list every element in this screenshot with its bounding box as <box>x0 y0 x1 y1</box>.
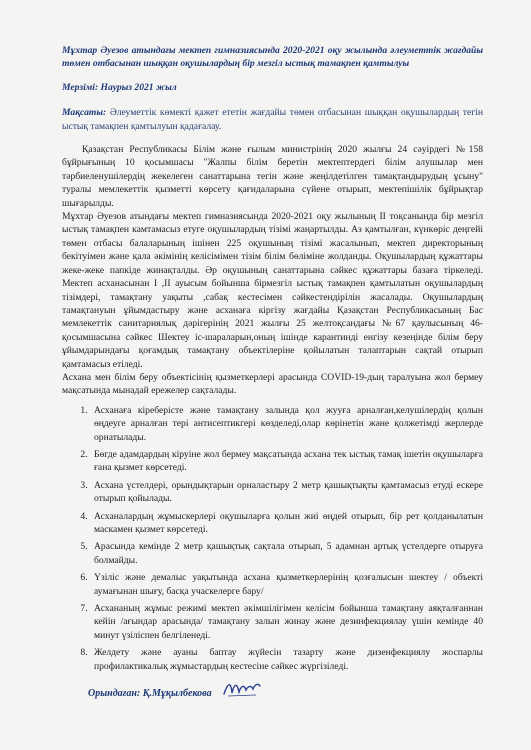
paragraph-covid-rules: Асхана мен білім беру объектісінің қызметкерлері арасында COVID-19-дың таралуына жол бермеу мақсатында мынадай ережелер сақталады. <box>62 371 483 397</box>
rule-item: 5. Арасында кемінде 2 метр қашықтық сақтала отырып, 5 адамнан артық үстелдерге отыруға болмайды. <box>90 540 483 567</box>
signature-line: Орындаған: Қ.Мұқылбекова <box>88 688 212 699</box>
handwritten-signature <box>222 678 262 700</box>
paragraph-implementation: Мұхтар Әуезов атындағы мектеп гимназиясында 2020-2021 оқу жылының ІІ тоқсанында бір мезгіл ыстық тамақпен камтамасыз етуге оқушылардың тізімі жаңартылды. Аз қамтылған, күнкөріс деңгейі төмен отбасы балаларының ішінен 225 оқушының тізімі жасалынып, мектеп директорының бекітуімен және қала әкімінің келісімімен тізім білім бөліміне жолданды. Оқушылардың құжаттары жеке-жеке папкіде жинақталды. Әр оқушының санаттарына сәйкес құжаттары базаға тіркеледі. Мектеп асханасынан І ,ІІ ауысым бойынша бірмезгіл ыстық тамақпен қамтылатын оқушылардың тізімдері, тамақтану уақыты ,сабақ кестесімен сәйкестендірілін жасалады. Оқушылардың тамақтануын ұйымдастыру және асханаға кіргізу жағдайы Қазақстан Республикасының Бас мемлекеттік санитариялық дәрігерінің 2021 жылғы 25 желтоқсандағы №67 қаулысының 46- қосымшасына сәйкес Шектеу іс-шараларын,оның ішінде карантинді енгізу кезеңінде білім беру ұйымдарындағы қоғамдық тамақтану объектілеріне қойылатын талаптарын сақтай отырып қамтамасыз етіледі. <box>62 211 483 370</box>
rule-item: 2. Бөгде адамдардың кіруіне жол бермеу мақсатында асхана тек ыстық тамақ ішетін оқушыларға ғана қызмет көрсетеді. <box>90 448 483 475</box>
rule-item: 4. Асханалардың жұмыскерлері оқушыларға қолын жиі өңдей отырып, бір рет қолданылатын маскамен қызмет көрсетеді. <box>90 510 483 537</box>
rule-item: 6. Үзіліс және демалыс уақытында асхана қызметкерлерінің қозғалысын шектеу / объекті аумағынан шығу, басқа учаскелерге бару/ <box>90 571 483 598</box>
goal-label: Мақсаты: <box>62 107 107 119</box>
deadline: Мерзімі: Наурыз 2021 жыл <box>62 81 177 93</box>
goal-text: Әлеуметтік көмекті қажет ететін жағдайы төмен отбасынан шыққан оқушылардың тегін ыстық тамақпен қамтылуын қадағалау. <box>62 107 483 132</box>
goal-block <box>62 106 483 133</box>
rule-item: 3. Асхана үстелдері, орындықтарын орналастыру 2 метр қашықтықты қамтамасыз етуді ескере отырып қойылады. <box>90 479 483 506</box>
rule-item: 8. Желдету және ауаны баптау жүйесін тазарту және дизенфекциялу жоспарлы профилактикалық жұмыстардың кестесіне сәйкес жүргізіледі. <box>90 646 483 673</box>
rule-item: 7. Асхананың жұмыс режимі мектеп әкімшілігімен келісім бойынша тамақтану аяқталғаннан кейін /ағындар арасында/ тамақтану залын жинау және дезинфекциялау үшін кемінде 40 минут үзіліспен белгіленеді. <box>90 602 483 642</box>
document-title: Мұхтар Әуезов атындағы мектеп гимназиясында 2020-2021 оқу жылында әлеуметтік жағдайы төмен отбасынан шыққан оқушылардың бір мезгіл ыстық тамақпен қамтылуы <box>62 45 483 70</box>
rules-list <box>62 404 483 673</box>
paragraph-order: Қазақстан Республикасы Білім және ғылым министрінің 2020 жылғы 24 сәуірдегі №158 бұйрығының 10 қосымшасы "Жалпы білім беретін мектептердегі білім алушылар мен тәрбиеленушілердің жекелеген санаттарына тегін және жеңілдетілген тамақтандырудың ұсыну" туралы мемлекеттік қызметті көрсету қағидаларына сүйене отырып, мектепішілік бұйрықтар шығарылды. <box>62 144 483 209</box>
document-body <box>62 44 483 677</box>
rule-item: 1. Асханаға кіреберісте және тамақтану залында қол жууға арналған,келушілердің қолын өңдеуге арналған тері антисептикгері көзделеді,олар көрінетін және қолжетімді жерлерде орнатылады. <box>90 404 483 444</box>
